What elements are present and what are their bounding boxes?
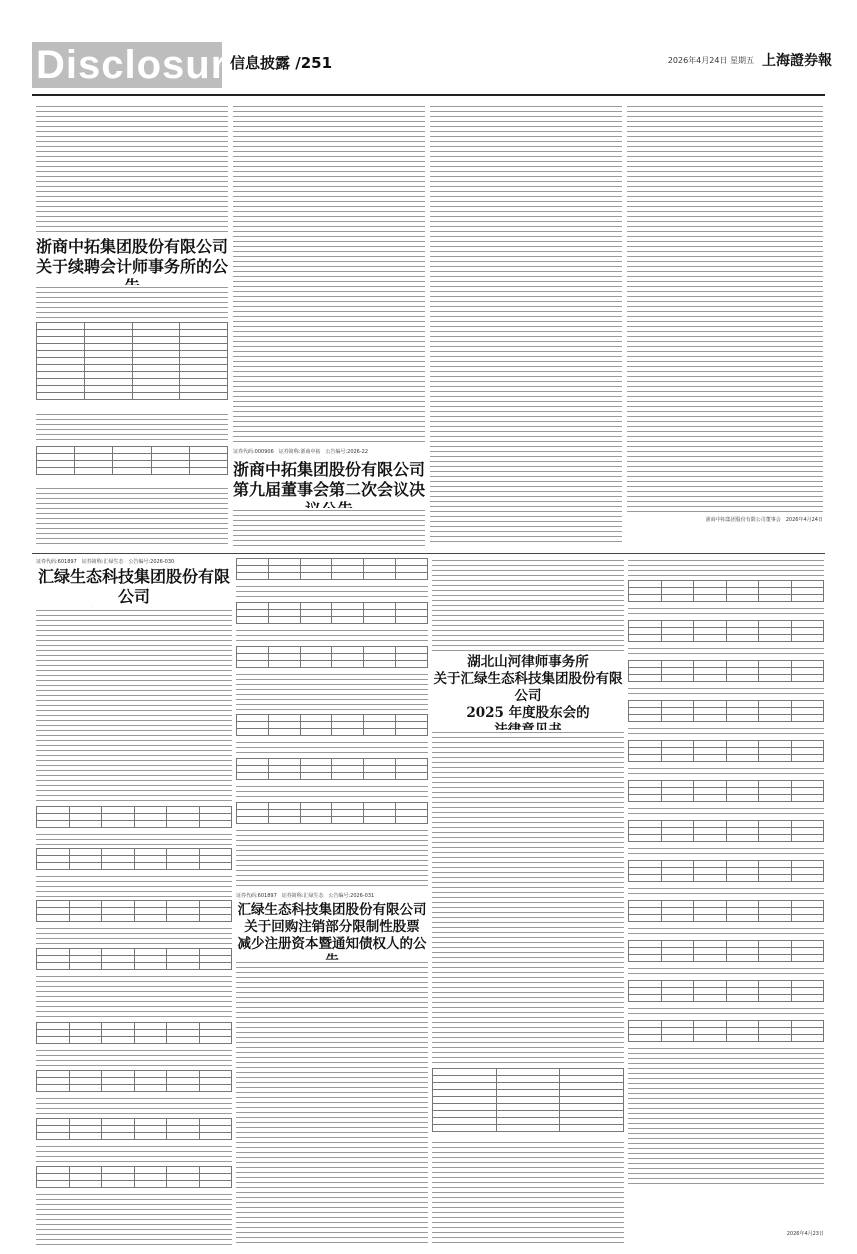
brand-logo: Disclosure bbox=[32, 42, 222, 88]
headline-line: 关于汇绿生态科技集团股份有限公司 bbox=[433, 671, 623, 704]
signature-a4 bbox=[628, 1230, 824, 1240]
vote-table bbox=[628, 780, 824, 804]
headline-a5 bbox=[236, 902, 428, 958]
body-text-block bbox=[236, 740, 428, 756]
headline-line: 关于回购注销部分限制性股票 bbox=[244, 919, 420, 935]
article-meta-a2 bbox=[233, 448, 425, 458]
article-meta: 证券代码:601897 证券简称:汇绿生态 公告编号:2026-030 bbox=[36, 559, 175, 565]
vote-table bbox=[36, 900, 232, 924]
body-text-block bbox=[36, 104, 228, 236]
vote-table bbox=[628, 900, 824, 924]
body-text-block bbox=[628, 1046, 824, 1186]
vote-table bbox=[236, 758, 428, 782]
vote-table bbox=[36, 948, 232, 972]
data-table bbox=[36, 446, 228, 482]
headline-line: 浙商中拓集团股份有限公司 bbox=[36, 237, 229, 256]
body-text-block bbox=[430, 104, 622, 544]
vote-table bbox=[236, 714, 428, 738]
vote-table bbox=[628, 940, 824, 964]
headline-a3 bbox=[36, 567, 232, 607]
headline-line: 浙商中拓集团股份有限公司 bbox=[233, 460, 426, 479]
body-text-block bbox=[628, 886, 824, 898]
section-rule bbox=[32, 553, 825, 554]
body-text-block bbox=[628, 1006, 824, 1018]
header-rule bbox=[32, 94, 825, 96]
body-text-block bbox=[36, 1144, 232, 1164]
paper-name: 上海證券報 bbox=[762, 53, 832, 69]
headline-line: 2025 年度股东会的 bbox=[466, 705, 590, 721]
body-text-block bbox=[236, 784, 428, 800]
body-text-block bbox=[36, 1048, 232, 1068]
body-text-block bbox=[432, 1140, 624, 1246]
vote-table bbox=[628, 580, 824, 604]
body-text-block bbox=[628, 766, 824, 778]
body-text-block bbox=[627, 104, 823, 514]
body-text-block bbox=[432, 730, 624, 1066]
article-meta-a3 bbox=[36, 558, 232, 566]
body-text-block bbox=[36, 1096, 232, 1116]
vote-table bbox=[628, 700, 824, 724]
body-text-block bbox=[628, 926, 824, 938]
body-text-block bbox=[236, 828, 428, 888]
vote-table bbox=[36, 1070, 232, 1094]
vote-table bbox=[36, 1166, 232, 1190]
vote-table bbox=[628, 1020, 824, 1044]
vote-table bbox=[236, 802, 428, 826]
body-text-block bbox=[36, 926, 232, 946]
body-text-block bbox=[628, 686, 824, 698]
body-text-block bbox=[236, 584, 428, 600]
body-text-block bbox=[236, 628, 428, 644]
body-text-block bbox=[36, 832, 232, 846]
body-text-block bbox=[36, 486, 228, 546]
vote-table bbox=[36, 806, 232, 830]
article-meta-a5 bbox=[236, 892, 428, 900]
body-text-block bbox=[236, 960, 428, 1246]
headline-line: 湖北山河律师事务所 bbox=[467, 654, 589, 670]
signature: 2026年4月23日 bbox=[786, 1231, 824, 1237]
body-text-block bbox=[236, 672, 428, 712]
body-text-block bbox=[628, 966, 824, 978]
body-text-block bbox=[628, 846, 824, 858]
headline-line: 关于续聘会计师事务所的公 bbox=[36, 257, 229, 276]
body-text-block bbox=[36, 412, 228, 444]
issue-date: 2026年4月24日 星期五 bbox=[667, 56, 754, 65]
data-table bbox=[432, 1068, 624, 1138]
body-text-block bbox=[432, 558, 624, 652]
vote-table bbox=[236, 558, 428, 582]
body-text-block bbox=[36, 285, 228, 321]
headline-line: 汇绿生态科技集团股份有限公司 bbox=[237, 902, 427, 918]
vote-table bbox=[628, 860, 824, 884]
vote-table bbox=[628, 620, 824, 644]
vote-table bbox=[628, 660, 824, 684]
body-text-block bbox=[628, 606, 824, 618]
body-text-block bbox=[233, 104, 425, 444]
headline-a1 bbox=[36, 237, 228, 281]
body-text-block bbox=[36, 608, 232, 804]
article-meta: 证券代码:000906 证券简称:浙商中拓 公告编号:2026-22 bbox=[233, 449, 369, 455]
vote-table bbox=[628, 740, 824, 764]
signature: 浙商中拓集团股份有限公司董事会 2026年4月24日 bbox=[705, 517, 823, 523]
data-table bbox=[36, 322, 228, 410]
body-text-block bbox=[628, 806, 824, 818]
vote-table bbox=[628, 980, 824, 1004]
vote-table bbox=[236, 646, 428, 670]
body-text-block bbox=[628, 646, 824, 658]
vote-table bbox=[236, 602, 428, 626]
vote-table bbox=[628, 820, 824, 844]
article-meta: 证券代码:601897 证券简称:汇绿生态 公告编号:2026-031 bbox=[236, 893, 375, 899]
headline-line: 汇绿生态科技集团股份有限公司 bbox=[37, 567, 230, 606]
section-title: 信息披露 /251 bbox=[230, 54, 333, 72]
vote-table bbox=[36, 848, 232, 872]
body-text-block bbox=[628, 558, 824, 578]
body-text-block bbox=[628, 726, 824, 738]
masthead bbox=[32, 40, 832, 92]
body-text-block bbox=[36, 1192, 232, 1246]
vote-table bbox=[36, 1022, 232, 1046]
body-text-block bbox=[36, 974, 232, 1020]
headline-line: 第九届董事会第二次会议决 bbox=[233, 480, 426, 499]
body-text-block bbox=[233, 508, 425, 546]
body-text-block bbox=[36, 874, 232, 898]
headline-line: 减少注册资本暨通知债权人的公 bbox=[237, 936, 427, 952]
signature-a1 bbox=[627, 516, 823, 530]
headline-a2 bbox=[233, 460, 425, 504]
headline-a4 bbox=[432, 654, 624, 726]
vote-table bbox=[36, 1118, 232, 1142]
